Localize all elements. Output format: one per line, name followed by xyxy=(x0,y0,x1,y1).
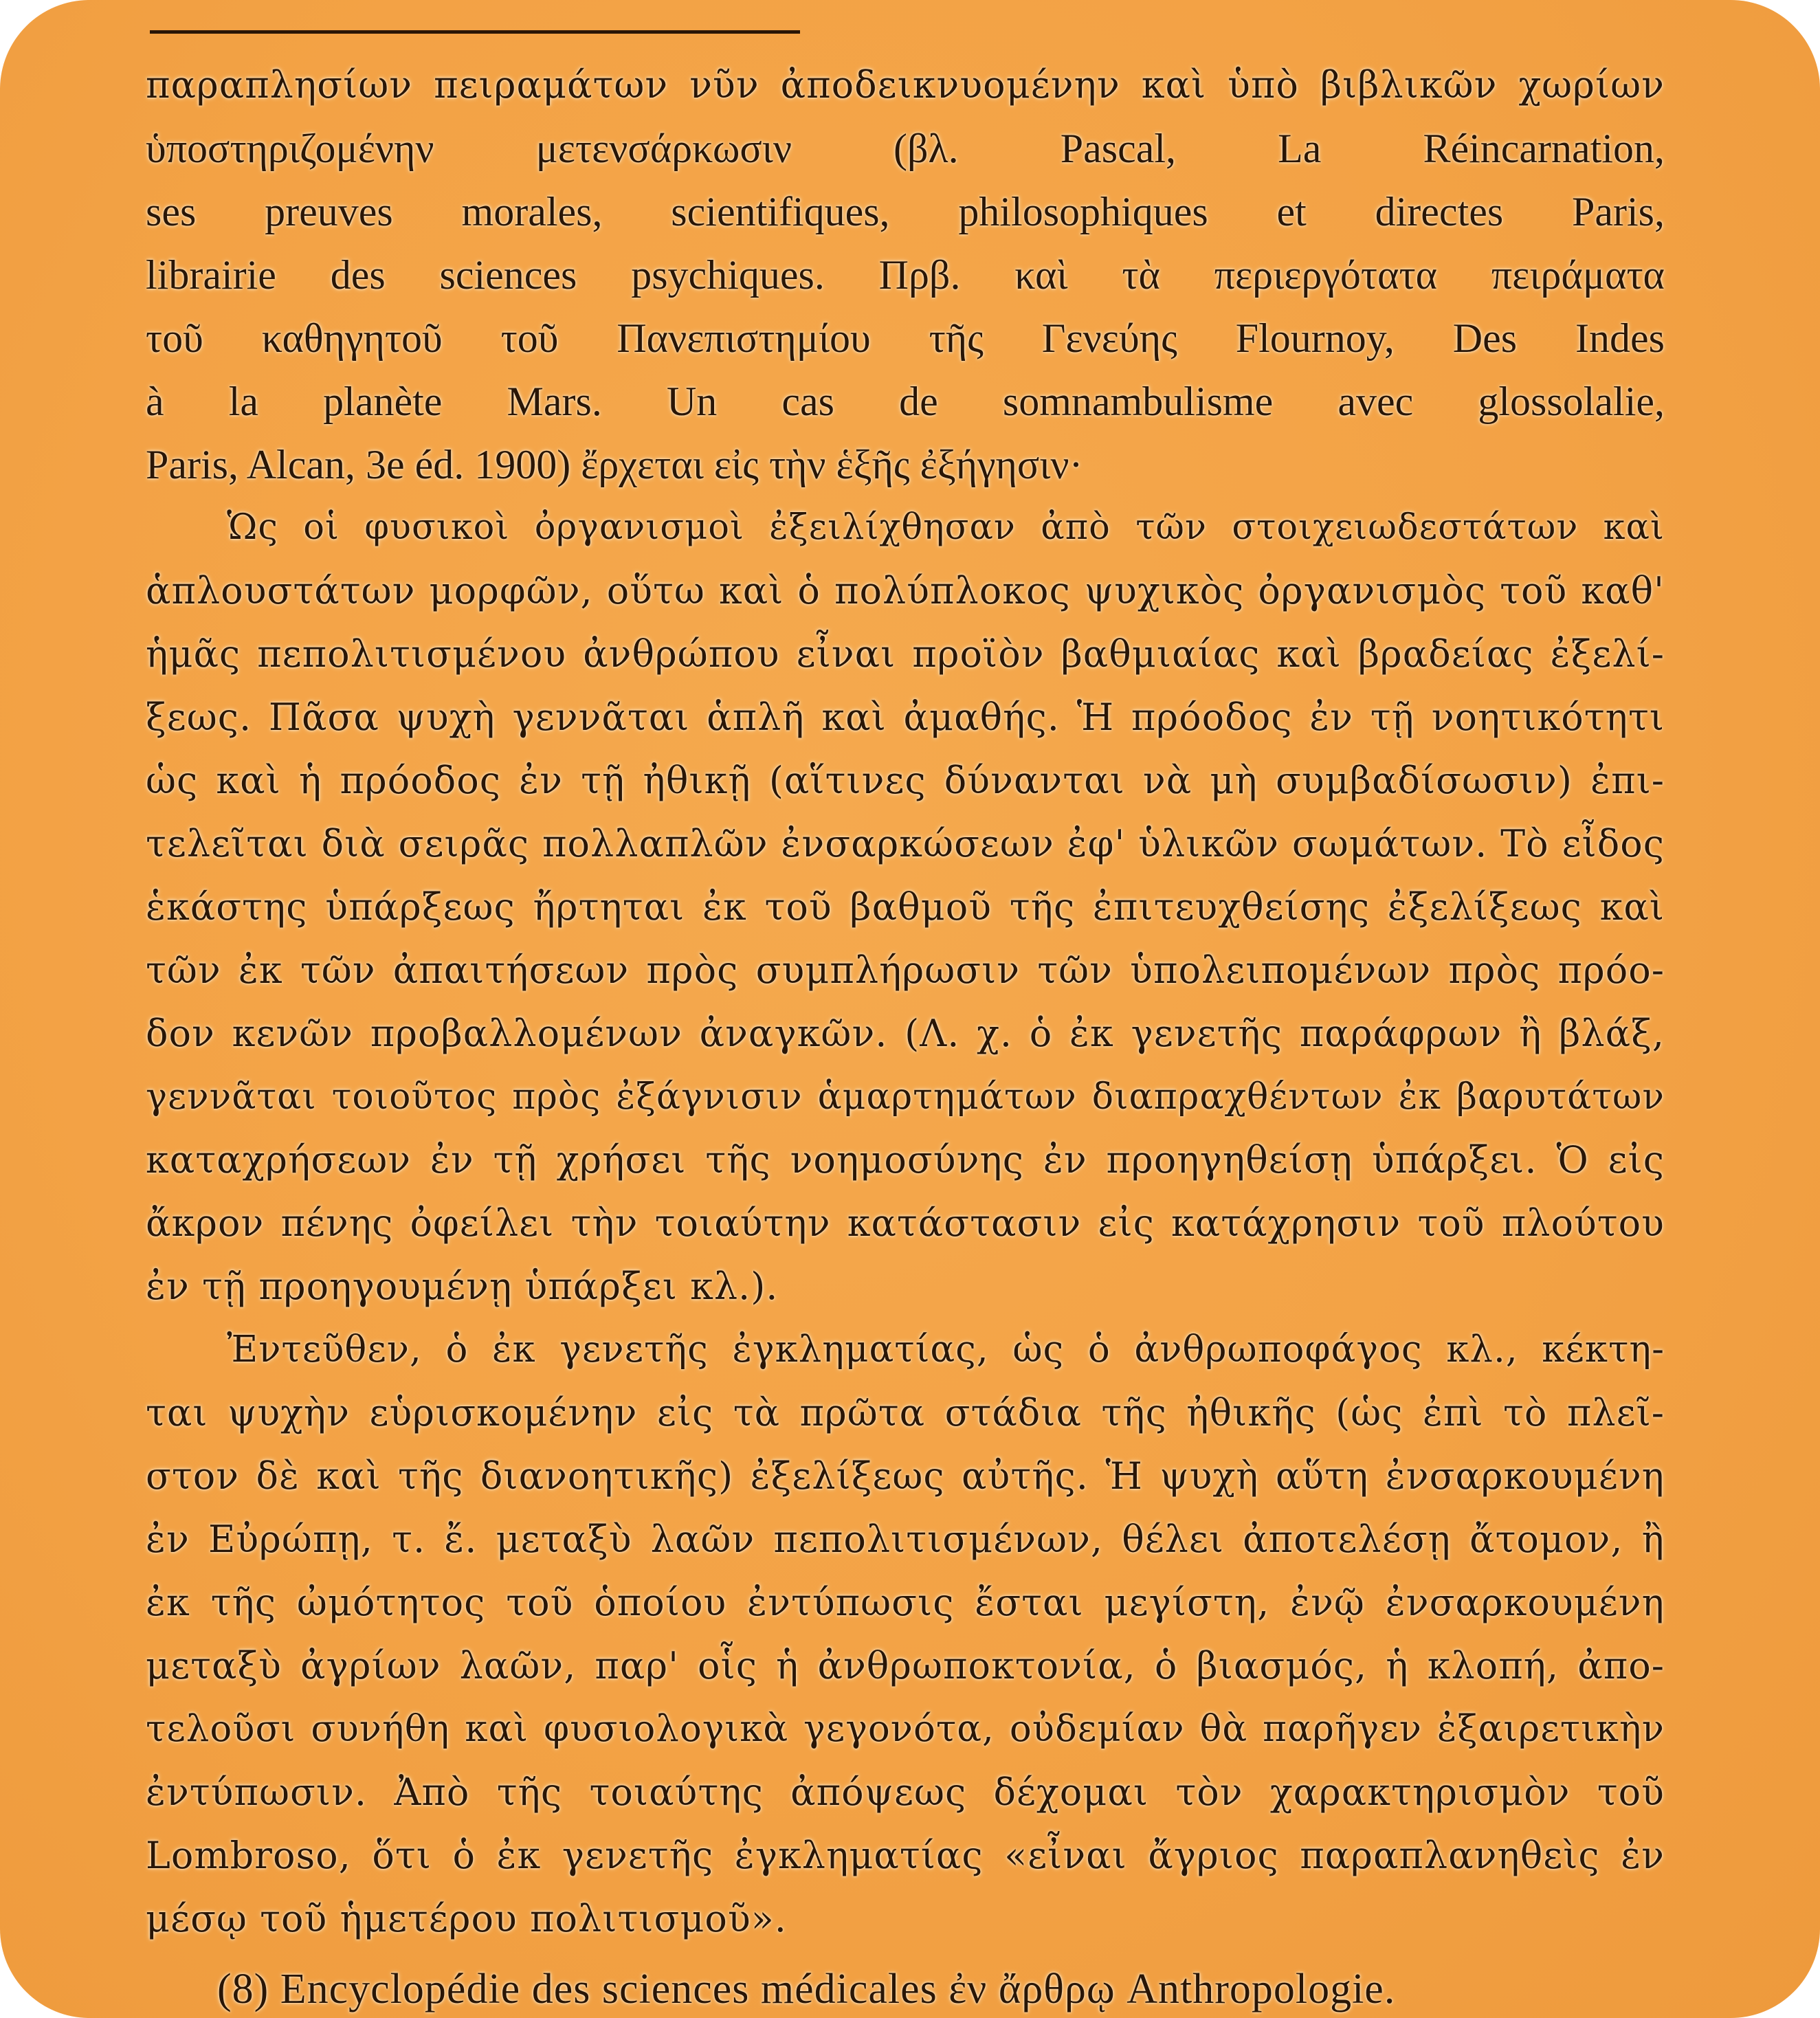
text-line: ses preuves morales, scientifiques, philosophiques et directes Paris, xyxy=(146,189,1665,234)
text-line: ἐντύπωσιν. Ἀπὸ τῆς τοιαύτης ἀπόψεως δέχομαι τὸν χαρακτηρισμὸν τοῦ xyxy=(146,1771,1665,1814)
text-line: τῶν ἐκ τῶν ἀπαιτήσεων πρὸς συμπλήρωσιν τῶν ὑπολειπομένων πρὸς πρόο- xyxy=(146,949,1665,992)
text-line: μεταξὺ ἀγρίων λαῶν, παρ' οἷς ἡ ἀνθρωποκτονία, ὁ βιασμός, ἡ κλοπή, ἀπο- xyxy=(146,1644,1665,1687)
text-line: Paris, Alcan, 3e éd. 1900) ἔρχεται εἰς τὴν ἑξῆς ἐξήγησιν· xyxy=(146,442,1083,487)
text-line: ἐν τῇ προηγουμένῃ ὑπάρξει κλ.). xyxy=(146,1265,779,1308)
footnote: (8) Encyclopédie des sciences médicales ἐν ἄρθρῳ Anthropologie. xyxy=(217,1966,1396,2013)
text-line: ἁπλουστάτων μορφῶν, οὕτω καὶ ὁ πολύπλοκος ψυχικὸς ὀργανισμὸς τοῦ καθ' xyxy=(146,569,1665,612)
text-line: ἄκρον πένης ὀφείλει τὴν τοιαύτην κατάστασιν εἰς κατάχρησιν τοῦ πλούτου xyxy=(146,1201,1665,1245)
body-text xyxy=(146,54,1665,2018)
text-line: ται ψυχὴν εὑρισκομένην εἰς τὰ πρῶτα στάδια τῆς ἠθικῆς (ὡς ἐπὶ τὸ πλεῖ- xyxy=(146,1391,1665,1434)
text-line: παραπλησίων πειραμάτων νῦν ἀποδεικνυομένην καὶ ὑπὸ βιβλικῶν χωρίων xyxy=(146,63,1665,107)
paragraph-start-line: Ἐντεῦθεν, ὁ ἐκ γενετῆς ἐγκληματίας, ὡς ὁ ἀνθρωποφάγος κλ., κέκτη- xyxy=(227,1329,1665,1371)
text-line: γεννᾶται τοιοῦτος πρὸς ἐξάγνισιν ἁμαρτημάτων διαπραχθέντων ἐκ βαρυτάτων xyxy=(146,1076,1665,1118)
text-line: καταχρήσεων ἐν τῇ χρήσει τῆς νοημοσύνης ἐν προηγηθείσῃ ὑπάρξει. Ὁ εἰς xyxy=(146,1138,1665,1182)
text-line: ἑκάστης ὑπάρξεως ἤρτηται ἐκ τοῦ βαθμοῦ τῆς ἐπιτευχθείσης ἐξελίξεως καὶ xyxy=(146,885,1665,929)
text-line: ἐν Εὐρώπῃ, τ. ἔ. μεταξὺ λαῶν πεπολιτισμένων, θέλει ἀποτελέσῃ ἄτομον, ἢ xyxy=(146,1518,1665,1561)
text-line: librairie des sciences psychiques. Πρβ. καὶ τὰ περιεργότατα πειράματα xyxy=(146,252,1665,298)
text-line: τοῦ καθηγητοῦ τοῦ Πανεπιστημίου τῆς Γενεύης Flournoy, Des Indes xyxy=(146,315,1665,361)
text-line: δον κενῶν προβαλλομένων ἀναγκῶν. (Λ. χ. ὁ ἐκ γενετῆς παράφρων ἢ βλάξ, xyxy=(146,1012,1665,1055)
text-line: στον δὲ καὶ τῆς διανοητικῆς) ἐξελίξεως αὐτῆς. Ἡ ψυχὴ αὕτη ἐνσαρκουμένη xyxy=(146,1454,1665,1498)
text-line: Lombroso, ὅτι ὁ ἐκ γενετῆς ἐγκληματίας «εἶναι ἄγριος παραπλανηθεὶς ἐν xyxy=(146,1834,1665,1877)
text-line: τελεῖται διὰ σειρᾶς πολλαπλῶν ἐνσαρκώσεων ἐφ' ὑλικῶν σωμάτων. Τὸ εἶδος xyxy=(146,822,1665,865)
text-line: ξεως. Πᾶσα ψυχὴ γεννᾶται ἁπλῆ καὶ ἀμαθής. Ἡ πρόοδος ἐν τῇ νοητικότητι xyxy=(146,696,1665,739)
text-line: μέσῳ τοῦ ἡμετέρου πολιτισμοῦ». xyxy=(146,1897,787,1940)
text-line: à la planète Mars. Un cas de somnambulisme avec glossolalie, xyxy=(146,379,1665,424)
text-line: ἐκ τῆς ὠμότητος τοῦ ὁποίου ἐντύπωσις ἔσται μεγίστη, ἐνῷ ἐνσαρκουμένη xyxy=(146,1581,1665,1624)
text-line: ἡμᾶς πεπολιτισμένου ἀνθρώπου εἶναι προϊὸν βαθμιαίας καὶ βραδείας ἐξελί- xyxy=(146,632,1665,676)
text-line: ὡς καὶ ἡ πρόοδος ἐν τῇ ἠθικῇ (αἵτινες δύνανται νὰ μὴ συμβαδίσωσιν) ἐπι- xyxy=(146,759,1665,802)
text-line: τελοῦσι συνήθη καὶ φυσιολογικὰ γεγονότα, οὐδεμίαν θὰ παρῆγεν ἐξαιρετικὴν xyxy=(146,1708,1665,1750)
top-rule xyxy=(150,30,800,34)
paragraph-start-line: Ὡς οἱ φυσικοὶ ὀργανισμοὶ ἐξειλίχθησαν ἀπὸ τῶν στοιχειωδεστάτων καὶ xyxy=(227,507,1665,548)
text-line: ὑποστηριζομένην μετενσάρκωσιν (βλ. Pascal, La Réincarnation, xyxy=(146,126,1665,171)
